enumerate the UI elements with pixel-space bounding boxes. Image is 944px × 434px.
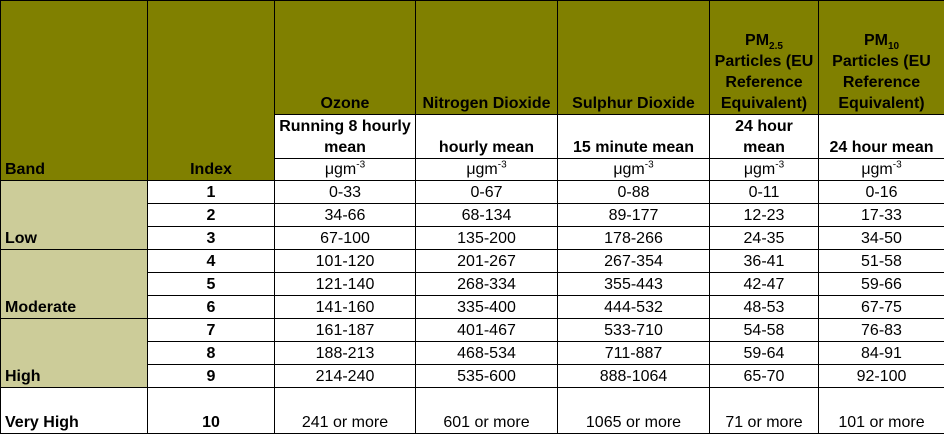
ozone-header: Ozone bbox=[275, 1, 416, 115]
so2-averaging: 15 minute mean bbox=[558, 115, 710, 159]
no2-header: Nitrogen Dioxide bbox=[416, 1, 558, 115]
ozone-averaging: Running 8 hourly mean bbox=[275, 115, 416, 159]
pm10-header bbox=[819, 1, 944, 115]
no2-cell: 401-467 bbox=[416, 319, 558, 342]
no2-cell: 68-134 bbox=[416, 204, 558, 227]
pm25-cell: 0-11 bbox=[710, 181, 819, 204]
ozone-cell: 141-160 bbox=[275, 296, 416, 319]
no2-cell: 135-200 bbox=[416, 227, 558, 250]
index-cell: 5 bbox=[148, 273, 275, 296]
band-high: High bbox=[1, 319, 148, 388]
no2-cell: 468-534 bbox=[416, 342, 558, 365]
pm25-cell: 71 or more bbox=[710, 388, 819, 434]
no2-cell: 201-267 bbox=[416, 250, 558, 273]
pm25-cell: 48-53 bbox=[710, 296, 819, 319]
pm25-cell: 54-58 bbox=[710, 319, 819, 342]
index-cell: 6 bbox=[148, 296, 275, 319]
pm25-sub: 2.5 bbox=[769, 41, 783, 52]
so2-cell: 178-266 bbox=[558, 227, 710, 250]
no2-averaging: hourly mean bbox=[416, 115, 558, 159]
pm25-cell: 59-64 bbox=[710, 342, 819, 365]
so2-header: Sulphur Dioxide bbox=[558, 1, 710, 115]
pm10-cell: 59-66 bbox=[819, 273, 944, 296]
pm10-cell: 92-100 bbox=[819, 365, 944, 388]
pm25-cell: 12-23 bbox=[710, 204, 819, 227]
index-cell: 4 bbox=[148, 250, 275, 273]
pm10-cell: 76-83 bbox=[819, 319, 944, 342]
unit-cell: μgm$^{-3}$ bbox=[710, 159, 819, 181]
index-cell: 2 bbox=[148, 204, 275, 227]
index-cell: 7 bbox=[148, 319, 275, 342]
pm25-base: PM bbox=[745, 32, 769, 49]
pm10-rest: Particles (EU Reference Equivalent) bbox=[832, 53, 931, 112]
no2-cell: 601 or more bbox=[416, 388, 558, 434]
index-cell: 3 bbox=[148, 227, 275, 250]
pm25-header bbox=[710, 1, 819, 115]
no2-cell: 535-600 bbox=[416, 365, 558, 388]
ozone-cell: 34-66 bbox=[275, 204, 416, 227]
so2-cell: 444-532 bbox=[558, 296, 710, 319]
pm10-cell: 67-75 bbox=[819, 296, 944, 319]
unit-cell: μgm$^{-3}$ bbox=[558, 159, 710, 181]
index-cell: 1 bbox=[148, 181, 275, 204]
band-very-high: Very High bbox=[1, 388, 148, 434]
ozone-cell: 0-33 bbox=[275, 181, 416, 204]
index-header: Index bbox=[148, 1, 275, 181]
band-low: Low bbox=[1, 181, 148, 250]
so2-cell: 89-177 bbox=[558, 204, 710, 227]
pm10-cell: 17-33 bbox=[819, 204, 944, 227]
pm25-cell: 42-47 bbox=[710, 273, 819, 296]
pm25-rest: Particles (EU Reference Equivalent) bbox=[715, 53, 814, 112]
ozone-cell: 101-120 bbox=[275, 250, 416, 273]
pm10-cell: 84-91 bbox=[819, 342, 944, 365]
pm10-sub: 10 bbox=[888, 41, 899, 52]
ozone-cell: 214-240 bbox=[275, 365, 416, 388]
pm10-base: PM bbox=[864, 32, 888, 49]
pm10-averaging: 24 hour mean bbox=[819, 115, 944, 159]
so2-cell: 888-1064 bbox=[558, 365, 710, 388]
no2-cell: 335-400 bbox=[416, 296, 558, 319]
pm25-averaging: 24 hour mean bbox=[710, 115, 819, 159]
band-moderate: Moderate bbox=[1, 250, 148, 319]
pm25-cell: 36-41 bbox=[710, 250, 819, 273]
ozone-cell: 121-140 bbox=[275, 273, 416, 296]
pm25-cell: 65-70 bbox=[710, 365, 819, 388]
so2-cell: 533-710 bbox=[558, 319, 710, 342]
index-cell: 10 bbox=[148, 388, 275, 434]
no2-cell: 268-334 bbox=[416, 273, 558, 296]
pm10-cell: 34-50 bbox=[819, 227, 944, 250]
pm25-cell: 24-35 bbox=[710, 227, 819, 250]
ozone-cell: 161-187 bbox=[275, 319, 416, 342]
unit-cell: μgm$^{-3}$ bbox=[819, 159, 944, 181]
unit-cell: μgm$^{-3}$ bbox=[416, 159, 558, 181]
band-header: Band bbox=[1, 1, 148, 181]
pm10-cell: 0-16 bbox=[819, 181, 944, 204]
ozone-cell: 67-100 bbox=[275, 227, 416, 250]
so2-cell: 355-443 bbox=[558, 273, 710, 296]
so2-cell: 1065 or more bbox=[558, 388, 710, 434]
index-cell: 9 bbox=[148, 365, 275, 388]
ozone-cell: 241 or more bbox=[275, 388, 416, 434]
ozone-cell: 188-213 bbox=[275, 342, 416, 365]
no2-cell: 0-67 bbox=[416, 181, 558, 204]
unit-cell: μgm$^{-3}$ bbox=[275, 159, 416, 181]
so2-cell: 711-887 bbox=[558, 342, 710, 365]
index-cell: 8 bbox=[148, 342, 275, 365]
so2-cell: 267-354 bbox=[558, 250, 710, 273]
pm10-cell: 101 or more bbox=[819, 388, 944, 434]
pm10-cell: 51-58 bbox=[819, 250, 944, 273]
so2-cell: 0-88 bbox=[558, 181, 710, 204]
